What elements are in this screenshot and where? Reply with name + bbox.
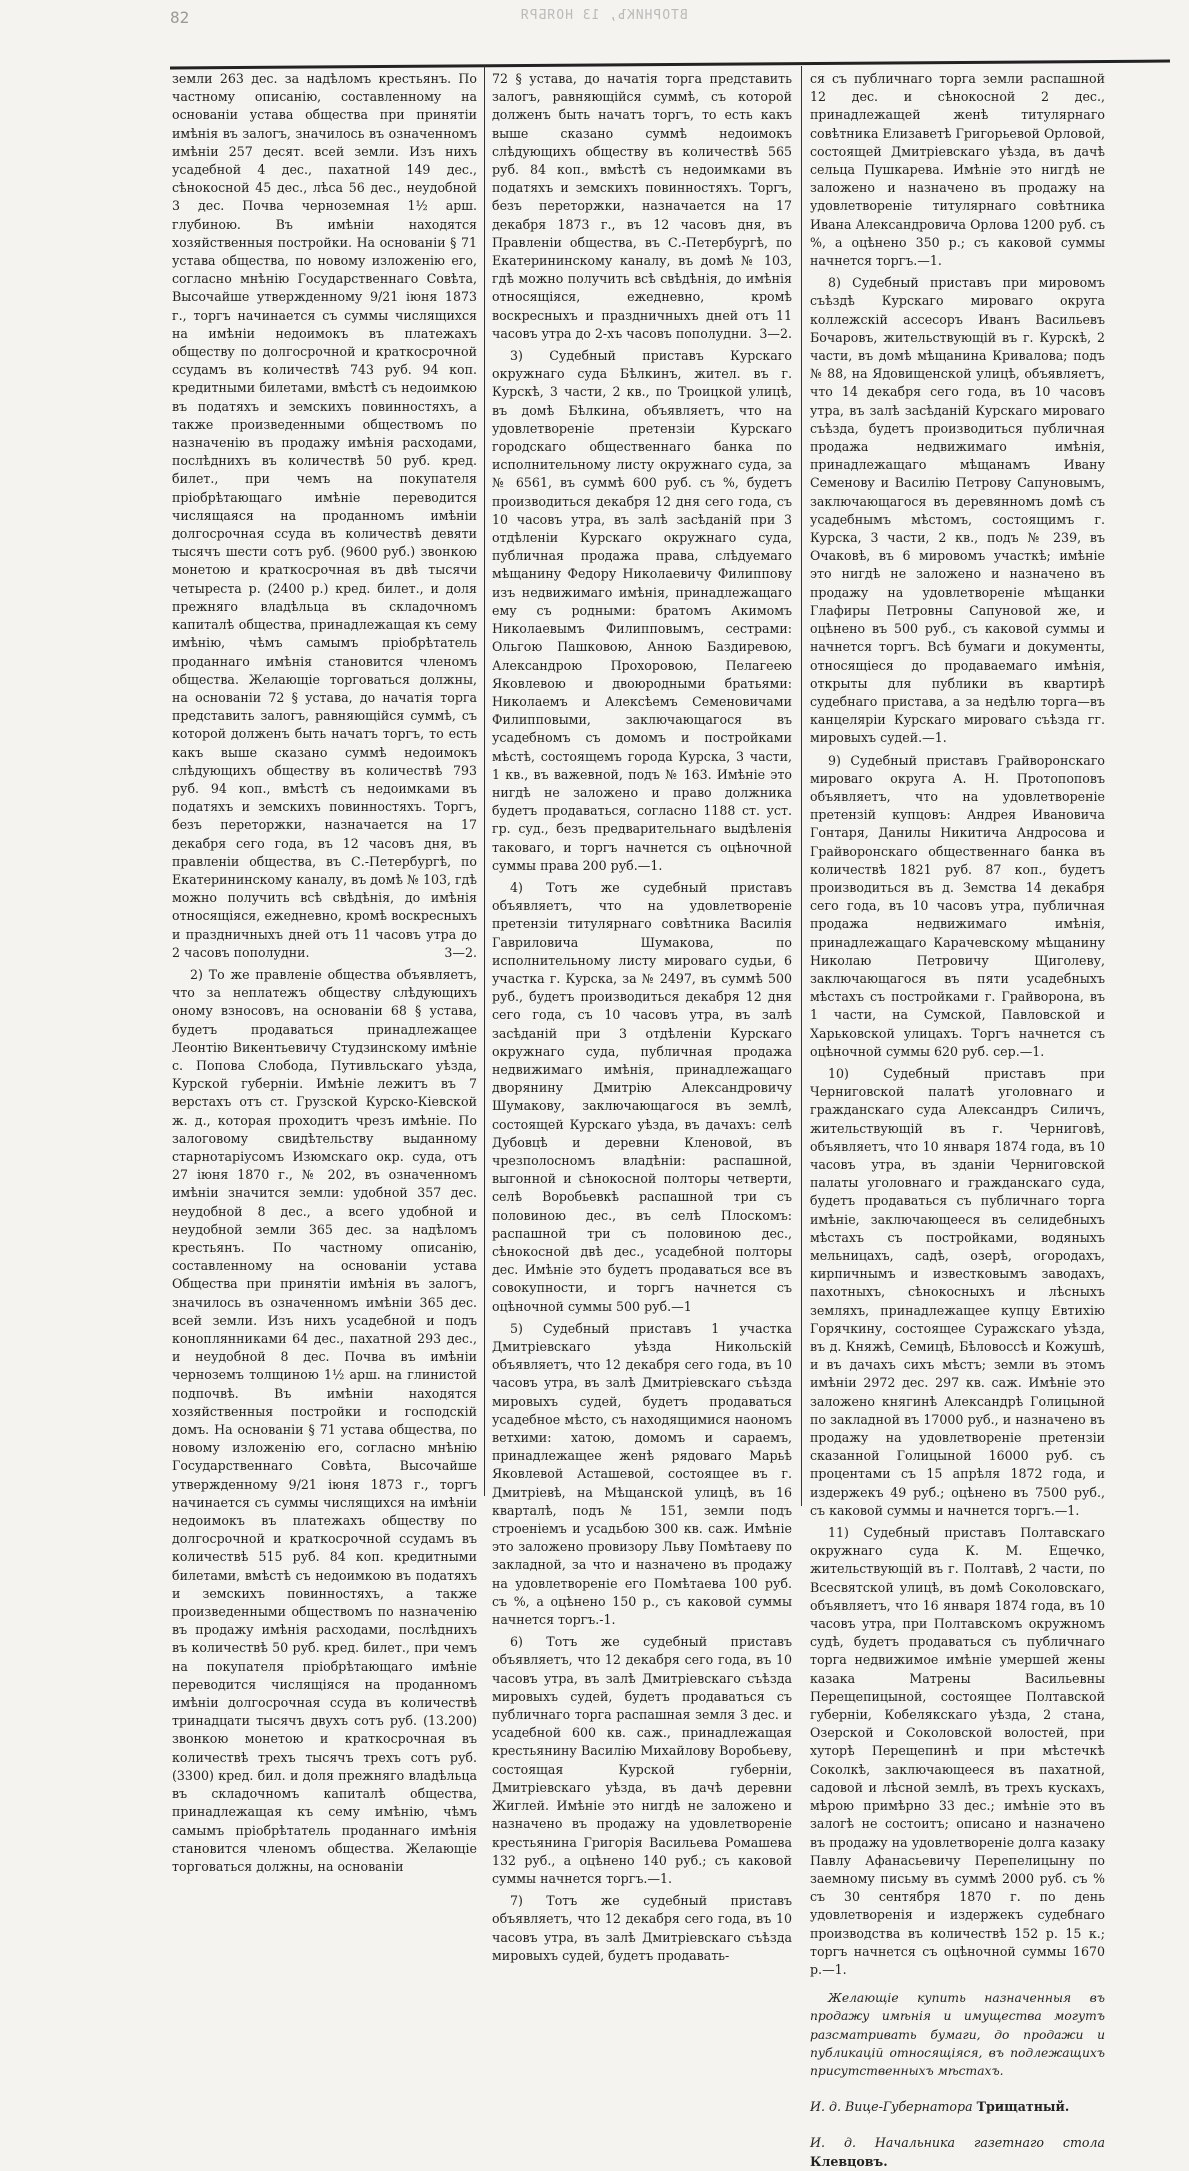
signature-role: И. д. Начальника газетнаго стола xyxy=(810,2135,1105,2151)
closing-note: Желающіе купить назначенныя въ продажу имѣнія и имущества могутъ разсматривать бумаги, до продажи и публикацій относящіяся, въ подлежащихъ присутственныхъ мѣстахъ. xyxy=(810,1991,1105,2078)
notice-paragraph: 72 § устава, до начатія торга представить залогъ, равняющійся суммѣ, съ которой долженъ быть начатъ торгъ, то есть какъ выше сказано суммѣ недоимокъ слѣдующихъ обществу въ количествѣ 565 руб. 84 коп., вмѣстѣ съ недоимками въ податяхъ и земскихъ повинностяхъ. Торгъ, безъ переторжки, назначается на 17 декабря 1873 г., въ 12 часовъ дня, въ Правленіи общества, въ С.-Петербургѣ, по Екатерининскому каналу, въ домѣ № 103, гдѣ можно получить всѣ свѣдѣнія, до имѣнія относящіяся, ежедневно, кромѣ воскресныхъ и праздничныхъ дней отъ 11 часовъ утра до 2-хъ часовъ пополудни. 3—2. xyxy=(492,70,792,343)
page-number: 82 xyxy=(170,8,190,27)
notice-paragraph: 4) Тотъ же судебный приставъ объявляетъ, что на удовлетвореніе претензіи титулярнаго совѣтника Василія Гавриловича Шумакова, по исполнительному листу мироваго судьи, 6 участка г. Курска, за № 2497, въ суммѣ 500 руб., будетъ производиться декабря 12 дня сего года, съ 10 часовъ утра, въ залѣ засѣданій при 3 отдѣленіи Курскаго окружнаго суда, публичная продажа недвижимаго имѣнія, принадлежащаго дворянину Дмитрію Александровичу Шумакову, заключающагося въ землѣ, состоящей Курскаго уѣзда, въ дачахъ: селѣ Дубовцѣ и деревни Кленовой, въ чрезполосномъ владѣніи: распашной, выгонной и сѣнокосной полторы четверти, селѣ Воробьевкѣ распашной три съ половиною дес., въ селѣ Плоскомъ: распашной три съ половиною дес., сѣнокосной двѣ дес., усадебной полторы дес. Имѣніе это будетъ продаваться все въ совокупности, и торгъ начнется съ оцѣночной суммы 500 руб.—1 xyxy=(492,879,792,1314)
notice-paragraph: 9) Судебный приставъ Грайворонскаго мироваго округа А. Н. Протопоповъ объявляетъ, что на удовлетвореніе претензій купцовъ: Андрея Ивановича Гонтаря, Данилы Никитича Андросова и Грайворонскаго общественнаго банка въ количествѣ 1821 руб. 87 коп., будетъ производиться въ д. Земства 14 декабря сего года, въ 10 часовъ утра, публичная продажа недвижимаго имѣнія, принадлежащаго Карачевскому мѣщанину Николаю Петровичу Щиголеву, заключающагося въ пяти усадебныхъ мѣстахъ съ постройками г. Грайворона, въ 1 части, на Сумской, Павловской и Харьковской улицахъ. Торгъ начнется съ оцѣночной суммы 620 руб. сер.—1. xyxy=(810,752,1105,1059)
signature-desk-head xyxy=(810,2134,1105,2170)
signature-name: Трищатный. xyxy=(976,2099,1070,2115)
column-3 xyxy=(810,70,1105,2171)
column-divider xyxy=(801,66,802,1506)
column-divider xyxy=(484,66,485,1496)
column-2 xyxy=(492,70,792,1969)
column-1 xyxy=(172,70,477,1880)
notice-paragraph: 5) Судебный приставъ 1 участка Дмитріевскаго уѣзда Никольскій объявляетъ, что 12 декабря сего года, въ 10 часовъ утра, въ залѣ Дмитріевскаго съѣзда мировыхъ судей, будетъ продаваться усадебное мѣсто, съ находящимися наономъ ветхими: хатою, домомъ и сараемъ, принадлежащее женѣ рядоваго Марьѣ Яковлевой Асташевой, состоящее въ г. Дмитріевѣ, на Мѣщанской улицѣ, въ 16 кварталѣ, подъ № 151, земли подъ строеніемъ и усадьбою 300 кв. саж. Имѣніе это заложено провизору Льву Помѣтаеву по закладной, за что и назначено въ продажу на удовлетвореніе его Помѣтаева 100 руб. съ %, а оцѣнено 150 р., съ каковой суммы начнется торгъ.-1. xyxy=(492,1320,792,1628)
notice-paragraph: 2) То же правленіе общества объявляетъ, что за неплатежъ обществу слѣдующихъ оному взносовъ, на основаніи 68 § устава, будетъ продаваться принадлежащее Леонтію Викентьевичу Студзинскому имѣніе с. Попова Слобода, Путивльскаго уѣзда, Курской губерніи. Имѣніе лежитъ въ 7 верстахъ отъ ст. Грузской Курско-Кіевской ж. д., которая проходитъ чрезъ имѣніе. По залоговому свидѣтельству выданному старнотаріусомъ Изюмскаго окр. суда, отъ 27 іюня 1870 г., № 202, въ означенномъ имѣніи значится земли: удобной 357 дес. неудобной 8 дес., а всего удобной и неудобной земли 365 дес. за надѣломъ крестьянъ. По частному описанію, составленному на основаніи устава Общества при принятіи имѣнія въ залогъ, значилось въ означенномъ имѣніи 365 дес. всей земли. Изъ нихъ усадебной и подъ коноплянниками 64 дес., пахатной 293 дес., и неудобной 8 дес. Почва въ имѣніи черноземъ толщиною 1½ арш. на глинистой подпочвѣ. Въ имѣніи находятся хозяйственныя постройки и господскій домъ. На основаніи § 71 устава общества, по новому изложенію его, согласно мнѣнію Государственнаго Совѣта, Высочайше утвержденному 9/21 іюня 1873 г., торгъ начинается съ суммы числящихся на имѣніи недоимокъ въ платежахъ обществу по долгосрочной и краткосрочной ссудамъ въ количествѣ 515 руб. 84 коп. кредитными билетами, вмѣстѣ съ недоимкою въ податяхъ и земскихъ повинностяхъ, а также произведенными обществомъ по назначенію въ продажу имѣнія расходами, послѣднихъ въ количествѣ 50 руб. кред. билет., при чемъ на покупателя пріобрѣтающаго имѣніе переводится числящіяся на проданномъ имѣніи долгосрочная ссуда въ количествѣ тринадцати тысячъ двухъ сотъ руб. (13.200) звонкою монетою и краткосрочная въ количествѣ трехъ тысячъ трехъ сотъ руб. (3300) кред. бил. и доля прежняго владѣльца въ складочномъ капиталѣ общества, принадлежащая къ сему имѣнію, чѣмъ самымъ пріобрѣтатель проданнаго имѣнія становится членомъ общества. Желающіе торговаться должны, на основаніи xyxy=(172,966,477,1874)
signature-vice-governor xyxy=(810,2098,1105,2116)
notice-paragraph: 10) Судебный приставъ при Черниговской палатѣ уголовнаго и гражданскаго суда Александръ Силичъ, жительствующій въ г. Черниговѣ, объявляетъ, что 10 января 1874 года, въ 10 часовъ утра, въ зданіи Черниговской палаты уголовнаго и гражданскаго суда, будетъ продаваться съ публичнаго торга имѣніе, заключающееся въ селидебныхъ мѣстахъ съ постройками, водяныхъ мельницахъ, садѣ, озерѣ, огородахъ, кирпичнымъ и известковымъ заводахъ, пахотныхъ, сѣнокосныхъ и лѣсныхъ земляхъ, принадлежащее купцу Евтихію Горячкину, состоящее Суражскаго уѣзда, въ д. Княжѣ, Семицѣ, Бѣловоссѣ и Кожушѣ, и въ дачахъ сихъ мѣстъ; земли въ этомъ имѣніи 2972 дес. 297 кв. саж. Имѣніе это заложено княгинѣ Александрѣ Голицыной по закладной въ 17000 руб., и назначено въ продажу на удовлетвореніе претензіи сказанной Голицыной 16000 руб. съ процентами съ 15 апрѣля 1872 года, и издержекъ 49 руб.; оцѣнено въ 7500 руб., съ каковой суммы и начнется торгъ.—1. xyxy=(810,1065,1105,1518)
issue-marker: 3—2. xyxy=(759,325,792,341)
notice-paragraph: земли 263 дес. за надѣломъ крестьянъ. По частному описанію, составленному на основаніи устава общества при принятіи имѣнія въ залогъ, значилось въ означенномъ имѣніи 257 десят. всей земли. Изъ нихъ усадебной 4 дес., пахатной 149 дес., сѣнокосной 45 дес., лѣса 56 дес., неудобной 3 дес. Почва черноземная 1½ арш. глубиною. Въ имѣніи находятся хозяйственныя постройки. На основаніи § 71 устава общества, по новому изложенію его, согласно мнѣнію Государственнаго Совѣта, Высочайше утвержденному 9/21 іюня 1873 г., торгъ начинается съ суммы числящихся на имѣніи недоимокъ въ платежахъ обществу по долгосрочной и краткосрочной ссудамъ въ количествѣ 743 руб. 94 коп. кредитными билетами, вмѣстѣ съ недоимкою въ податяхъ и земскихъ повинностяхъ, а также произведенными обществомъ по назначенію въ продажу имѣнія расходами, послѣднихъ въ количествѣ 50 руб. кред. билет., при чемъ на покупателя пріобрѣтающаго имѣніе переводится числящаяся на проданномъ имѣніи долгосрочная ссуда въ количествѣ девяти тысячъ шести сотъ руб. (9600 руб.) звонкою монетою и краткосрочная въ двѣ тысячи четыреста р. (2400 р.) кред. билет., и доля прежняго владѣльца въ складочномъ капиталѣ общества, принадлежащая къ сему имѣнію, чѣмъ самымъ пріобрѣтатель проданнаго имѣнія становится членомъ общества. Желающіе торговаться должны, на основаніи 72 § устава, до начатія торга представить залогъ, равняющійся суммѣ, съ которой долженъ быть начатъ торгъ, то есть какъ выше сказано суммѣ недоимокъ слѣдующихъ обществу въ количествѣ 793 руб. 94 коп., вмѣстѣ съ недоимками въ податяхъ и земскихъ повинностяхъ. Торгъ, безъ переторжки, назначается на 17 декабря сего года, въ 12 часовъ дня, въ правленіи общества, въ С.-Петербургѣ, по Екатерининскому каналу, въ домѣ № 103, гдѣ можно получить всѣ свѣдѣнія, до имѣнія относящіяся, ежедневно, кромѣ воскресныхъ и праздничныхъ дней отъ 11 часовъ утра до 2 часовъ пополудни. 3—2. xyxy=(172,70,477,962)
notice-paragraph: 3) Судебный приставъ Курскаго окружнаго суда Бѣлкинъ, жител. въ г. Курскѣ, 3 части, 2 кв., по Троицкой улицѣ, въ домѣ Бѣлкина, объявляетъ, что на удовлетвореніе претензіи Курскаго городскаго общественнаго банка по исполнительному листу окружнаго суда, за № 6561, въ суммѣ 600 руб. съ %, будетъ производиться декабря 12 дня сего года, съ 10 часовъ утра, въ залѣ засѣданій при 3 отдѣленіи Курскаго окружнаго суда, публичная продажа права, слѣдуемаго мѣщанину Федору Николаевичу Филиппову изъ недвижимаго имѣнія, принадлежащаго ему съ родными: братомъ Акимомъ Николаевымъ Филипповымъ, сестрами: Ольгою Пашковою, Анною Баздиревою, Александрою Прохоровою, Пелагеею Яковлевою и двоюродными братьями: Николаемъ и Алексѣемъ Семеновичами Филипповыми, заключающагося въ усадебномъ съ домомъ и постройками мѣстѣ, состоящемъ города Курска, 3 части, 1 кв., въ важевной, подъ № 163. Имѣніе это нигдѣ не заложено и право должника будетъ продаваться, согласно 1188 ст. уст. гр. суд., безъ предварительнаго выдѣленія таковаго, и торгъ начнется съ оцѣночной суммы права 200 руб.—1. xyxy=(492,348,792,873)
notice-paragraph: 7) Тотъ же судебный приставъ объявляетъ, что 12 декабря сего года, въ 10 часовъ утра, въ залѣ Дмитріевскаго съѣзда мировыхъ судей, будетъ продавать- xyxy=(492,1893,792,1963)
issue-marker: 3—2. xyxy=(444,944,477,960)
notice-paragraph: ся съ публичнаго торга земли распашной 12 дес. и сѣнокосной 2 дес., принадлежащей женѣ титулярнаго совѣтника Елизаветѣ Григорьевой Орловой, состоящей Дмитріевскаго уѣзда, въ дачѣ сельца Пушкарева. Имѣніе это нигдѣ не заложено и назначено въ продажу на удовлетвореніе титулярнаго совѣтника Ивана Александровича Орлова 1200 руб. съ %, а оцѣнено 350 р.; съ каковой суммы начнется торгъ.—1. xyxy=(810,71,1105,269)
signature-role: И. д. Вице-Губернатора xyxy=(810,2099,973,2115)
signature-name: Клевцовъ. xyxy=(810,2153,888,2169)
notice-paragraph: 11) Судебный приставъ Полтавскаго окружнаго суда К. М. Ещечко, жительствующій въ г. Полтавѣ, 2 части, по Всесвятской улицѣ, въ домѣ Соколовскаго, объявляетъ, что 16 января 1874 года, въ 10 часовъ утра, при Полтавскомъ окружномъ судѣ, будетъ продаваться съ публичнаго торга недвижимое имѣніе умершей жены казака Матрены Васильевны Перещепицыной, состоящее Полтавской губерніи, Кобелякскаго уѣзда, 2 стана, Озерской и Соколовской волостей, при хуторѣ Перещепинѣ и при мѣстечкѣ Соколкѣ, заключающееся въ пахатной, садовой и лѣсной землѣ, въ трехъ кускахъ, мѣрою примѣрно 33 дес.; имѣніе это въ залогѣ не состоитъ; описано и назначено въ продажу на удовлетвореніе долга казаку Павлу Афанасьевичу Перепелицыну по заемному письму въ суммѣ 2000 руб. съ % съ 30 сентября 1870 г. по день удовлетворенія и издержекъ судебнаго производства въ количествѣ 152 р. 15 к.; торгъ начнется съ оцѣночной суммы 1670 р.—1. xyxy=(810,1525,1105,1977)
notice-paragraph: 6) Тотъ же судебный приставъ объявляетъ, что 12 декабря сего года, въ 10 часовъ утра, въ залѣ Дмитріевскаго съѣзда мировыхъ судей, будетъ продаваться съ публичнаго торга распашная земля 3 дес. и усадебной 600 кв. саж., принадлежащая крестьянину Василію Михайлову Воробьеву, состоящая Курской губерніи, Дмитріевскаго уѣзда, въ дачѣ деревни Жиглей. Имѣніе это нигдѣ не заложено и назначено въ продажу на удовлетвореніе крестьянина Григорія Васильева Ромашева 132 руб., а оцѣнено 140 руб.; съ каковой суммы начнется торгъ.—1. xyxy=(492,1634,792,1886)
notice-paragraph: 8) Судебный приставъ при мировомъ съѣздѣ Курскаго мироваго округа коллежскій ассесоръ Иванъ Васильевъ Бочаровъ, жительствующій въ г. Курскѣ, 2 части, въ домѣ мѣщанина Кривалова; подъ № 88, на Ядовищенской улицѣ, объявляетъ, что 14 декабря сего года, въ 10 часовъ утра, въ залѣ засѣданій Курскаго мироваго съѣзда, будетъ производиться публичная продажа недвижимаго имѣнія, принадлежащаго мѣщанамъ Ивану Семенову и Василію Петрову Сапуновымъ, заключающагося въ деревянномъ домѣ съ усадебнымъ мѣстомъ, состоящимъ г. Курска, 3 части, 2 кв., подъ № 239, въ Очаковѣ, въ 6 мировомъ участкѣ; имѣніе это нигдѣ не заложено и назначено въ продажу на удовлетвореніе мѣщанки Глафиры Петровны Сапуновой же, и оцѣнено въ 500 руб., съ каковой суммы и начнется торгъ. Всѣ бумаги и документы, относящіеся до продаваемаго имѣнія, открыты для публики въ квартирѣ судебнаго пристава, а за недѣлю торга—въ канцеляріи Курскаго мироваго съѣзда гг. мировыхъ судей.—1. xyxy=(810,275,1105,746)
bleed-through-header: ВТОРНИКЪ, 13 НОЯБРЯ xyxy=(520,8,688,23)
page-header xyxy=(150,0,1050,70)
